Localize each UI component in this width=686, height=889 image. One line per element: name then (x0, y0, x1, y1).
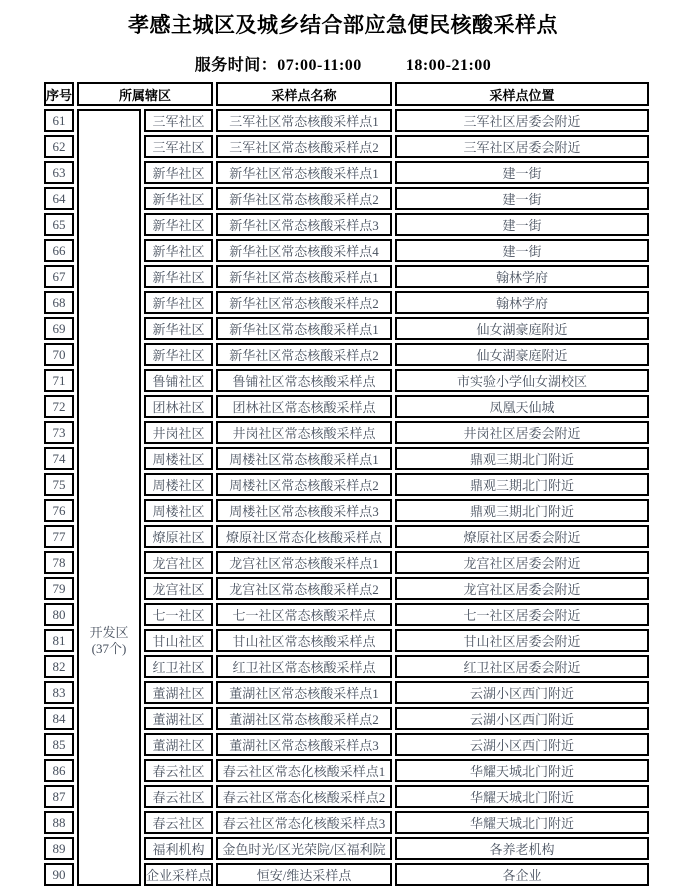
service-time-evening: 18:00-21:00 (405, 57, 492, 74)
cell-community: 龙宫社区 (144, 551, 213, 574)
cell-site-name: 董湖社区常态核酸采样点1 (216, 681, 392, 704)
cell-site-name: 恒安/维达采样点 (216, 863, 392, 886)
cell-site-location: 鼎观三期北门附近 (395, 499, 649, 522)
cell-community: 福利机构 (144, 837, 213, 860)
cell-site-location: 华耀天城北门附近 (395, 811, 649, 834)
cell-serial-number: 89 (44, 837, 74, 860)
district-group-cell (77, 109, 141, 886)
cell-community: 新华社区 (144, 213, 213, 236)
cell-serial-number: 82 (44, 655, 74, 678)
cell-community: 新华社区 (144, 265, 213, 288)
cell-serial-number: 72 (44, 395, 74, 418)
cell-site-location: 建一街 (395, 161, 649, 184)
cell-site-name: 燎原社区常态化核酸采样点 (216, 525, 392, 548)
cell-site-name: 周楼社区常态核酸采样点1 (216, 447, 392, 470)
cell-site-name: 新华社区常态核酸采样点2 (216, 343, 392, 366)
cell-site-location: 翰林学府 (395, 265, 649, 288)
cell-site-location: 三军社区居委会附近 (395, 135, 649, 158)
cell-site-name: 金色时光/区光荣院/区福利院 (216, 837, 392, 860)
cell-site-name: 新华社区常态核酸采样点4 (216, 239, 392, 262)
district-group-name: 开发区 (89, 624, 129, 640)
cell-serial-number: 79 (44, 577, 74, 600)
cell-site-name: 董湖社区常态核酸采样点3 (216, 733, 392, 756)
cell-site-location: 市实验小学仙女湖校区 (395, 369, 649, 392)
cell-site-name: 团林社区常态核酸采样点 (216, 395, 392, 418)
cell-serial-number: 81 (44, 629, 74, 652)
cell-site-location: 建一街 (395, 213, 649, 236)
cell-site-location: 各养老机构 (395, 837, 649, 860)
cell-site-name: 新华社区常态核酸采样点3 (216, 213, 392, 236)
cell-serial-number: 80 (44, 603, 74, 626)
district-group-count: (37个) (91, 640, 127, 656)
cell-community: 新华社区 (144, 317, 213, 340)
cell-site-name: 三军社区常态核酸采样点2 (216, 135, 392, 158)
cell-site-location: 鼎观三期北门附近 (395, 473, 649, 496)
cell-site-name: 龙宫社区常态核酸采样点1 (216, 551, 392, 574)
cell-site-name: 龙宫社区常态核酸采样点2 (216, 577, 392, 600)
cell-serial-number: 74 (44, 447, 74, 470)
cell-site-location: 仙女湖豪庭附近 (395, 317, 649, 340)
service-time-morning: 07:00-11:00 (277, 57, 362, 74)
cell-site-name: 井岗社区常态核酸采样点 (216, 421, 392, 444)
cell-serial-number: 70 (44, 343, 74, 366)
header-site-location: 采样点位置 (395, 82, 649, 106)
service-time-label: 服务时间： (194, 57, 278, 74)
cell-site-name: 春云社区常态化核酸采样点2 (216, 785, 392, 808)
cell-serial-number: 65 (44, 213, 74, 236)
cell-community: 新华社区 (144, 343, 213, 366)
cell-site-name: 红卫社区常态核酸采样点 (216, 655, 392, 678)
cell-serial-number: 77 (44, 525, 74, 548)
cell-site-location: 云湖小区西门附近 (395, 681, 649, 704)
table-body (44, 109, 649, 886)
cell-site-name: 周楼社区常态核酸采样点3 (216, 499, 392, 522)
cell-serial-number: 88 (44, 811, 74, 834)
cell-community: 红卫社区 (144, 655, 213, 678)
cell-site-location: 红卫社区居委会附近 (395, 655, 649, 678)
cell-site-location: 三军社区居委会附近 (395, 109, 649, 132)
cell-site-location: 华耀天城北门附近 (395, 785, 649, 808)
cell-serial-number: 83 (44, 681, 74, 704)
cell-site-location: 云湖小区西门附近 (395, 707, 649, 730)
cell-site-location: 华耀天城北门附近 (395, 759, 649, 782)
cell-community: 新华社区 (144, 239, 213, 262)
cell-community: 新华社区 (144, 187, 213, 210)
cell-site-name: 甘山社区常态核酸采样点 (216, 629, 392, 652)
cell-site-name: 新华社区常态核酸采样点1 (216, 265, 392, 288)
cell-serial-number: 76 (44, 499, 74, 522)
cell-community: 龙宫社区 (144, 577, 213, 600)
district-group-text (79, 339, 139, 657)
cell-site-location: 各企业 (395, 863, 649, 886)
cell-site-name: 七一社区常态核酸采样点 (216, 603, 392, 626)
cell-site-name: 春云社区常态化核酸采样点3 (216, 811, 392, 834)
cell-site-location: 龙宫社区居委会附近 (395, 577, 649, 600)
cell-site-location: 云湖小区西门附近 (395, 733, 649, 756)
cell-community: 企业采样点 (144, 863, 213, 886)
cell-serial-number: 61 (44, 109, 74, 132)
cell-site-location: 建一街 (395, 239, 649, 262)
cell-serial-number: 78 (44, 551, 74, 574)
cell-community: 团林社区 (144, 395, 213, 418)
cell-serial-number: 84 (44, 707, 74, 730)
cell-site-location: 鼎观三期北门附近 (395, 447, 649, 470)
cell-serial-number: 63 (44, 161, 74, 184)
cell-site-name: 新华社区常态核酸采样点1 (216, 317, 392, 340)
cell-serial-number: 90 (44, 863, 74, 886)
cell-community: 春云社区 (144, 811, 213, 834)
cell-site-location: 燎原社区居委会附近 (395, 525, 649, 548)
cell-site-name: 三军社区常态核酸采样点1 (216, 109, 392, 132)
cell-serial-number: 68 (44, 291, 74, 314)
cell-community: 燎原社区 (144, 525, 213, 548)
cell-site-location: 甘山社区居委会附近 (395, 629, 649, 652)
cell-community: 三军社区 (144, 135, 213, 158)
cell-site-location: 翰林学府 (395, 291, 649, 314)
header-serial-number: 序号 (44, 82, 74, 106)
cell-serial-number: 64 (44, 187, 74, 210)
cell-site-name: 春云社区常态化核酸采样点1 (216, 759, 392, 782)
cell-serial-number: 87 (44, 785, 74, 808)
header-row (44, 82, 649, 106)
cell-community: 新华社区 (144, 161, 213, 184)
header-site-name: 采样点名称 (216, 82, 392, 106)
cell-community: 董湖社区 (144, 681, 213, 704)
cell-community: 三军社区 (144, 109, 213, 132)
cell-serial-number: 75 (44, 473, 74, 496)
cell-serial-number: 69 (44, 317, 74, 340)
cell-site-location: 建一街 (395, 187, 649, 210)
cell-site-location: 七一社区居委会附近 (395, 603, 649, 626)
cell-community: 新华社区 (144, 291, 213, 314)
cell-site-name: 新华社区常态核酸采样点2 (216, 187, 392, 210)
cell-community: 周楼社区 (144, 473, 213, 496)
cell-community: 春云社区 (144, 759, 213, 782)
cell-serial-number: 73 (44, 421, 74, 444)
cell-site-name: 新华社区常态核酸采样点1 (216, 161, 392, 184)
cell-site-name: 新华社区常态核酸采样点2 (216, 291, 392, 314)
page-title: 孝感主城区及城乡结合部应急便民核酸采样点 (128, 13, 558, 37)
cell-community: 甘山社区 (144, 629, 213, 652)
cell-site-location: 龙宫社区居委会附近 (395, 551, 649, 574)
cell-site-name: 董湖社区常态核酸采样点2 (216, 707, 392, 730)
cell-site-location: 仙女湖豪庭附近 (395, 343, 649, 366)
cell-site-location: 井岗社区居委会附近 (395, 421, 649, 444)
cell-site-location: 凤凰天仙城 (395, 395, 649, 418)
cell-community: 董湖社区 (144, 707, 213, 730)
sampling-points-table (41, 79, 652, 889)
cell-site-name: 鲁铺社区常态核酸采样点 (216, 369, 392, 392)
cell-serial-number: 85 (44, 733, 74, 756)
cell-serial-number: 62 (44, 135, 74, 158)
cell-serial-number: 71 (44, 369, 74, 392)
cell-community: 周楼社区 (144, 499, 213, 522)
cell-community: 周楼社区 (144, 447, 213, 470)
cell-serial-number: 67 (44, 265, 74, 288)
table-row (44, 109, 649, 132)
cell-community: 鲁铺社区 (144, 369, 213, 392)
cell-community: 七一社区 (144, 603, 213, 626)
cell-site-name: 周楼社区常态核酸采样点2 (216, 473, 392, 496)
cell-serial-number: 66 (44, 239, 74, 262)
cell-community: 春云社区 (144, 785, 213, 808)
header-district: 所属辖区 (77, 82, 213, 106)
table-header (44, 82, 649, 106)
cell-community: 井岗社区 (144, 421, 213, 444)
service-time-line (0, 52, 686, 75)
cell-serial-number: 86 (44, 759, 74, 782)
cell-community: 董湖社区 (144, 733, 213, 756)
